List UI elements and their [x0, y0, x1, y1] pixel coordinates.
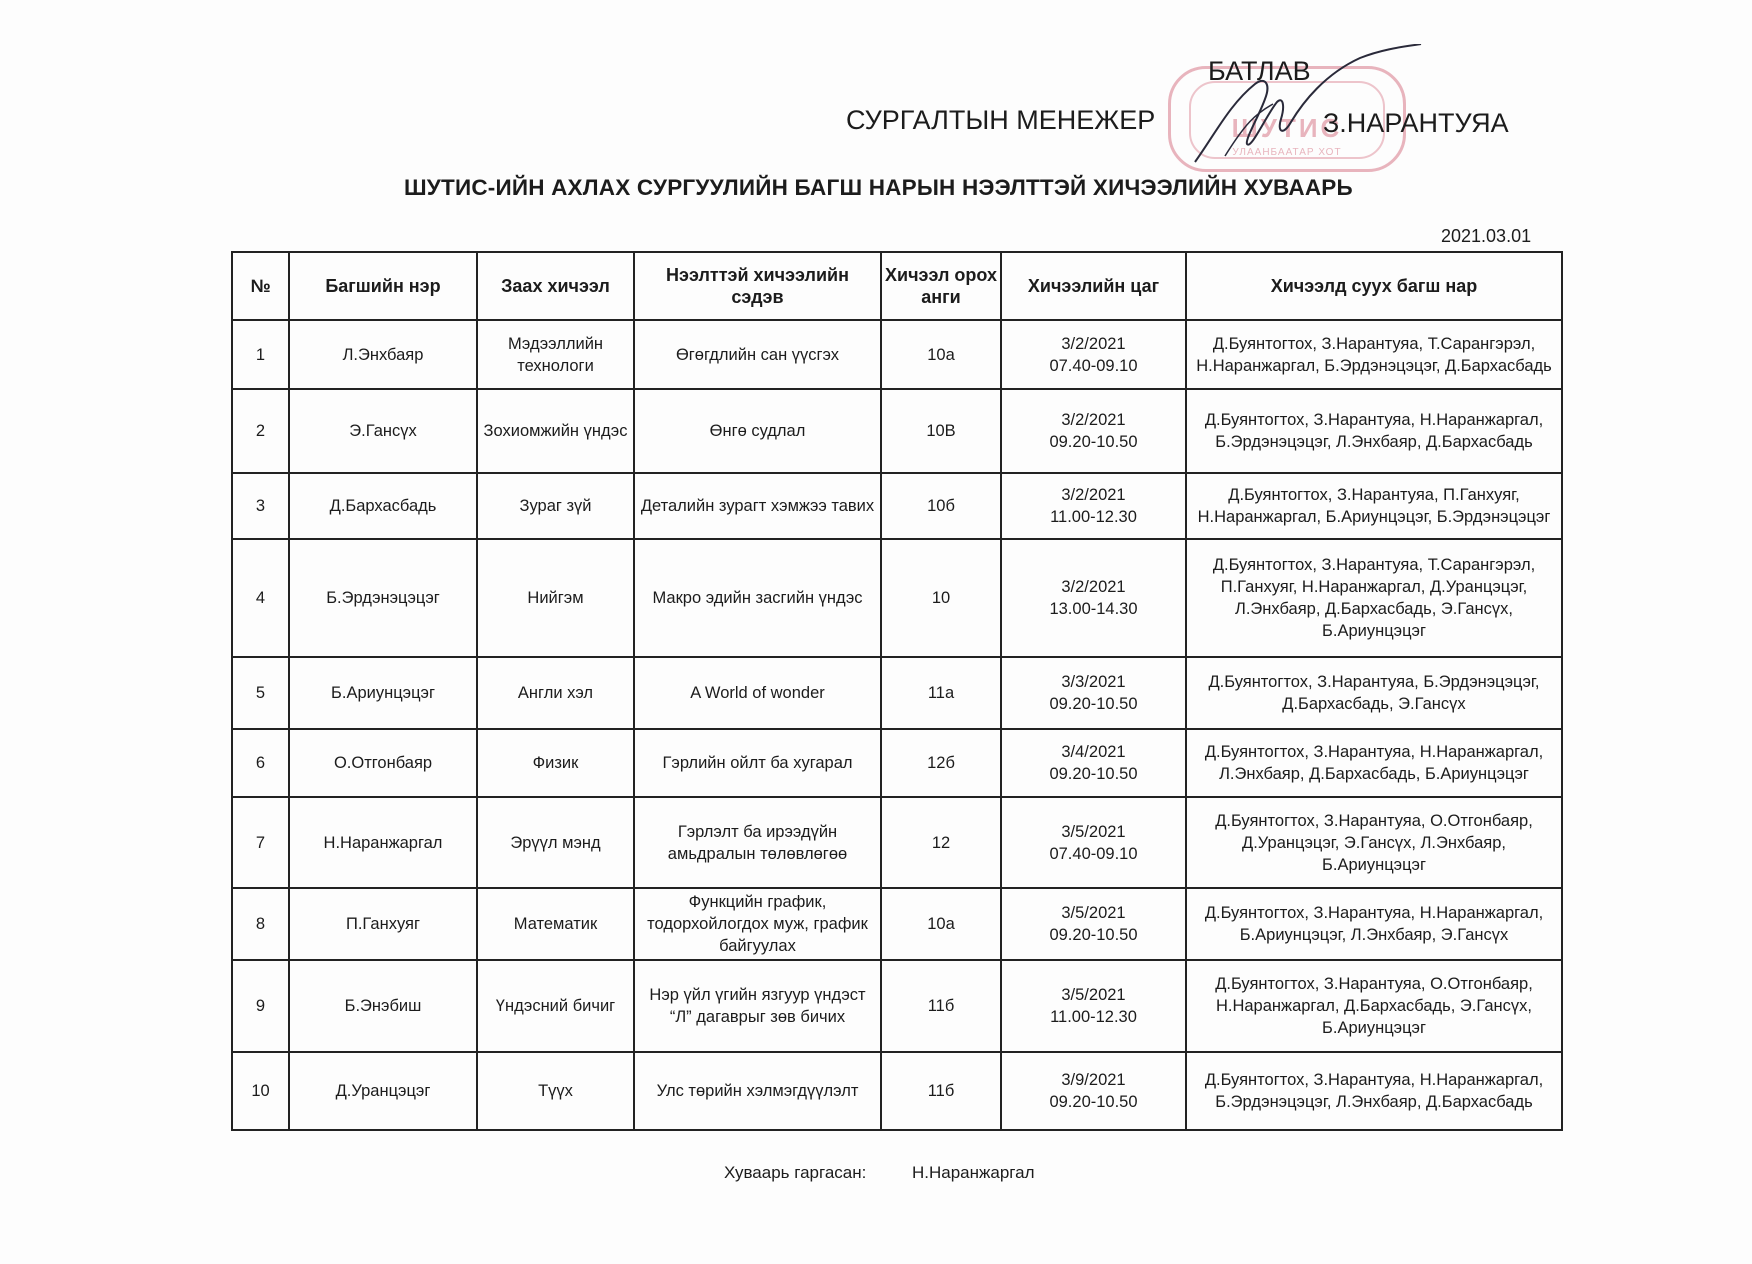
row-no: 9 — [232, 960, 289, 1052]
header-topic: Нээлттэй хичээлийн сэдэв — [634, 252, 881, 320]
row-topic: Функцийн график, тодорхойлогдох муж, график байгуулах — [634, 888, 881, 960]
row-class: 12б — [881, 729, 1001, 797]
row-time: 09.20-10.50 — [1049, 926, 1138, 944]
row-attendees: Д.Буянтогтох, З.Нарантуяа, П.Ганхуяг, Н.Наранжаргал, Б.Ариунцэцэг, Б.Эрдэнэцэцэг — [1186, 473, 1562, 539]
row-date: 3/2/2021 — [1061, 578, 1126, 596]
manager-name: З.НАРАНТУЯА — [1323, 108, 1509, 138]
row-time: 07.40-09.10 — [1049, 844, 1138, 863]
row-teacher: Б.Ариунцэцэг — [289, 657, 477, 729]
table-row — [232, 539, 1562, 657]
row-time: 09.20-10.50 — [1049, 765, 1138, 783]
row-subject: Англи хэл — [477, 657, 634, 729]
row-date: 3/3/2021 — [1061, 673, 1126, 691]
row-subject: Математик — [477, 888, 634, 960]
table-row — [232, 797, 1562, 888]
row-date: 3/5/2021 — [1061, 904, 1126, 922]
row-date: 3/9/2021 — [1061, 1071, 1126, 1089]
row-time: 13.00-14.30 — [1049, 600, 1138, 618]
row-time: 11.00-12.30 — [1050, 508, 1137, 526]
table-row — [232, 389, 1562, 473]
row-class: 10В — [881, 389, 1001, 473]
row-attendees: Д.Буянтогтох, З.Нарантуяа, Н.Наранжаргал, Б.Эрдэнэцэцэг, Л.Энхбаяр, Д.Бархасбадь — [1186, 1052, 1562, 1130]
header-class: Хичээл орох анги — [881, 252, 1001, 320]
row-subject: Мэдээллийн технологи — [477, 320, 634, 389]
footer-prepared-by-label: Хуваарь гаргасан: — [724, 1163, 867, 1182]
row-attendees: Д.Буянтогтох, З.Нарантуяа, Н.Наранжаргал, Б.Ариунцэцэг, Л.Энхбаяр, Э.Гансүх — [1186, 888, 1562, 960]
row-teacher: Б.Эрдэнэцэцэг — [289, 539, 477, 657]
row-attendees: Д.Буянтогтох, З.Нарантуяа, Т.Сарангэрэл, П.Ганхуяг, Н.Наранжаргал, Д.Уранцэцэг, Л.Энхбаяр, Д.Бархасбадь, Э.Гансүх, Б.Ариунцэцэг — [1186, 539, 1562, 657]
header-time: Хичээлийн цаг — [1001, 252, 1186, 320]
stamp-main-text: ШУТИС — [1231, 113, 1343, 143]
row-teacher: Н.Наранжаргал — [289, 797, 477, 888]
row-subject: Үндэсний бичиг — [477, 960, 634, 1052]
table-row — [232, 320, 1562, 389]
row-topic: A World of wonder — [634, 657, 881, 729]
row-date: 3/4/2021 — [1061, 743, 1126, 761]
row-time-cell — [1001, 320, 1186, 389]
table-row — [232, 1052, 1562, 1130]
header-attendees: Хичээлд суух багш нар — [1186, 252, 1562, 320]
row-topic: Улс төрийн хэлмэгдүүлэлт — [634, 1052, 881, 1130]
row-subject: Зураг зүй — [477, 473, 634, 539]
table-header-row — [232, 252, 1562, 320]
row-time-cell — [1001, 1052, 1186, 1130]
row-date: 3/2/2021 — [1061, 486, 1126, 504]
row-time: 09.20-10.50 — [1049, 695, 1138, 713]
row-teacher: Э.Гансүх — [289, 389, 477, 473]
row-no: 6 — [232, 729, 289, 797]
row-subject: Физик — [477, 729, 634, 797]
row-no: 2 — [232, 389, 289, 473]
approve-word: БАТЛАВ — [1208, 56, 1311, 86]
row-time: 09.20-10.50 — [1049, 1093, 1138, 1111]
row-subject: Нийгэм — [477, 539, 634, 657]
row-topic: Деталийн зурагт хэмжээ тавих — [634, 473, 881, 539]
row-attendees: Д.Буянтогтох, З.Нарантуяа, Н.Наранжаргал, Л.Энхбаяр, Д.Бархасбадь, Б.Ариунцэцэг — [1186, 729, 1562, 797]
row-no: 8 — [232, 888, 289, 960]
row-teacher: Л.Энхбаяр — [289, 320, 477, 389]
row-no: 10 — [232, 1052, 289, 1130]
row-date: 3/2/2021 — [1061, 334, 1126, 353]
document-date: 2021.03.01 — [1441, 226, 1532, 246]
header-teacher: Багшийн нэр — [289, 252, 477, 320]
row-subject: Эрүүл мэнд — [477, 797, 634, 888]
row-attendees: Д.Буянтогтох, З.Нарантуяа, Т.Сарангэрэл, Н.Наранжаргал, Б.Эрдэнэцэцэг, Д.Бархасбадь — [1186, 320, 1562, 389]
row-time-cell — [1001, 539, 1186, 657]
schedule-table — [231, 251, 1563, 1131]
row-topic: Өнгө судлал — [634, 389, 881, 473]
row-class: 10б — [881, 473, 1001, 539]
row-teacher: О.Отгонбаяр — [289, 729, 477, 797]
table-row — [232, 657, 1562, 729]
row-topic: Нэр үйл үгийн язгуур үндэст “Л” дагаврыг зөв бичих — [634, 960, 881, 1052]
row-topic: Гэрлэлт ба ирээдүйн амьдралын төлөвлөгөө — [634, 797, 881, 888]
row-date: 3/2/2021 — [1061, 411, 1126, 429]
row-time-cell — [1001, 473, 1186, 539]
row-class: 10а — [881, 320, 1001, 389]
row-date: 3/5/2021 — [1061, 822, 1126, 841]
row-subject: Зохиомжийн үндэс — [477, 389, 634, 473]
row-topic: Макро эдийн засгийн үндэс — [634, 539, 881, 657]
row-class: 11б — [881, 1052, 1001, 1130]
row-time-cell — [1001, 729, 1186, 797]
table-row — [232, 888, 1562, 960]
row-time-cell — [1001, 657, 1186, 729]
row-attendees: Д.Буянтогтох, З.Нарантуяа, Н.Наранжаргал, Б.Эрдэнэцэцэг, Л.Энхбаяр, Д.Бархасбадь — [1186, 389, 1562, 473]
row-class: 10а — [881, 888, 1001, 960]
row-class: 11а — [881, 657, 1001, 729]
row-time-cell — [1001, 960, 1186, 1052]
row-topic: Гэрлийн ойлт ба хугарал — [634, 729, 881, 797]
row-class: 10 — [881, 539, 1001, 657]
header-no: № — [232, 252, 289, 320]
row-attendees: Д.Буянтогтох, З.Нарантуяа, Б.Эрдэнэцэцэг, Д.Бархасбадь, Э.Гансүх — [1186, 657, 1562, 729]
row-time: 11.00-12.30 — [1050, 1008, 1137, 1026]
manager-title: СУРГАЛТЫН МЕНЕЖЕР — [846, 105, 1156, 135]
table-row — [232, 960, 1562, 1052]
footer-prepared-by-name: Н.Наранжаргал — [912, 1163, 1035, 1182]
row-date: 3/5/2021 — [1061, 986, 1126, 1004]
row-subject: Түүх — [477, 1052, 634, 1130]
header-subject: Заах хичээл — [477, 252, 634, 320]
row-topic: Өгөгдлийн сан үүсгэх — [634, 320, 881, 389]
row-time-cell — [1001, 888, 1186, 960]
table-row — [232, 729, 1562, 797]
row-time-cell — [1001, 389, 1186, 473]
row-teacher: Д.Бархасбадь — [289, 473, 477, 539]
row-no: 1 — [232, 320, 289, 389]
row-attendees: Д.Буянтогтох, З.Нарантуяа, О.Отгонбаяр, Н.Наранжаргал, Д.Бархасбадь, Э.Гансүх, Б.Ариунцэцэг — [1186, 960, 1562, 1052]
row-class: 11б — [881, 960, 1001, 1052]
row-teacher: Б.Энэбиш — [289, 960, 477, 1052]
row-time: 09.20-10.50 — [1049, 433, 1138, 451]
row-no: 7 — [232, 797, 289, 888]
row-class: 12 — [881, 797, 1001, 888]
signature-icon — [1185, 44, 1425, 164]
row-no: 5 — [232, 657, 289, 729]
row-no: 4 — [232, 539, 289, 657]
page-title: ШУТИС-ИЙН АХЛАХ СУРГУУЛИЙН БАГШ НАРЫН НЭЭЛТТЭЙ ХИЧЭЭЛИЙН ХУВААРЬ — [404, 175, 1353, 200]
row-no: 3 — [232, 473, 289, 539]
row-teacher: Д.Уранцэцэг — [289, 1052, 477, 1130]
row-attendees: Д.Буянтогтох, З.Нарантуяа, О.Отгонбаяр, Д.Уранцэцэг, Э.Гансүх, Л.Энхбаяр, Б.Ариунцэцэг — [1186, 797, 1562, 888]
row-teacher: П.Ганхуяг — [289, 888, 477, 960]
table-row — [232, 473, 1562, 539]
row-time-cell — [1001, 797, 1186, 888]
row-time: 07.40-09.10 — [1049, 356, 1138, 375]
stamp-city-text: УЛААНБААТАР ХОТ — [1232, 147, 1342, 158]
